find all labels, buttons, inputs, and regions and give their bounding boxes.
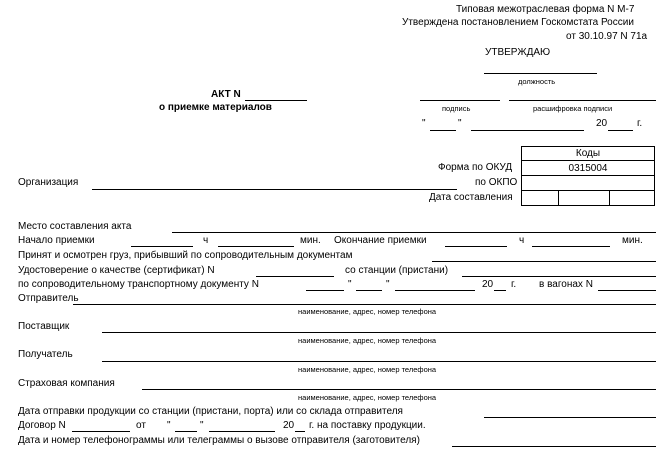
accepted-label: Принят и осмотрен груз, прибывший по сопроводительным документам <box>18 250 353 261</box>
transport-day-line[interactable] <box>356 290 382 291</box>
contract-month-line[interactable] <box>209 431 275 432</box>
act-title: АКТ N <box>211 89 241 100</box>
insurance-label: Страховая компания <box>18 378 115 389</box>
contract-from-label: от <box>136 420 146 431</box>
okud-code: 0315004 <box>521 160 655 176</box>
act-number-line[interactable] <box>245 100 307 101</box>
form-number-line: Типовая межотраслевая форма N М-7 <box>456 4 635 15</box>
receiver-caption: наименование, адрес, номер телефона <box>298 365 437 374</box>
contract-quote-open: " <box>167 420 171 431</box>
transport-doc-number-line[interactable] <box>306 290 344 291</box>
station-line[interactable] <box>462 276 656 277</box>
sender-label: Отправитель <box>18 293 79 304</box>
supplier-caption: наименование, адрес, номер телефона <box>298 336 437 345</box>
position-line[interactable] <box>484 73 597 74</box>
telegram-line[interactable] <box>452 446 656 447</box>
position-caption: должность <box>518 77 556 86</box>
transport-month-line[interactable] <box>395 290 475 291</box>
date-month-cell[interactable] <box>558 190 610 206</box>
act-subtitle: о приемке материалов <box>159 102 272 113</box>
date-day-cell[interactable] <box>521 190 559 206</box>
contract-number-line[interactable] <box>72 431 130 432</box>
accepted-line[interactable] <box>432 261 656 262</box>
start-date-line[interactable] <box>131 246 193 247</box>
end-min-label: мин. <box>622 235 643 246</box>
transport-doc-label: по сопроводительному транспортному документу N <box>18 279 259 290</box>
signature-caption: подпись <box>442 104 471 113</box>
contract-quote-close: " <box>200 420 204 431</box>
okud-label: Форма по ОКУД <box>438 162 513 173</box>
start-min-label: мин. <box>300 235 321 246</box>
approval-date-line: от 30.10.97 N 71а <box>566 31 648 42</box>
sender-caption: наименование, адрес, номер телефона <box>298 307 437 316</box>
end-hour-line[interactable] <box>532 246 610 247</box>
transport-year-suffix: г. <box>511 279 517 290</box>
approve-day-line[interactable] <box>430 130 456 131</box>
telegram-label: Дата и номер телефонограммы или телеграммы о вызове отправителя (заготовителя) <box>18 435 420 446</box>
approve-quote-open: " <box>422 118 426 129</box>
approve-year-prefix: 20 <box>596 118 608 129</box>
organization-line[interactable] <box>92 189 457 190</box>
transport-year-line[interactable] <box>494 290 506 291</box>
contract-year-line[interactable] <box>295 431 305 432</box>
contract-tail: г. на поставку продукции. <box>309 420 426 431</box>
contract-day-line[interactable] <box>175 431 197 432</box>
approve-year-suffix: г. <box>637 118 643 129</box>
end-hour-label: ч <box>519 235 525 246</box>
transport-year-prefix: 20 <box>482 279 494 290</box>
signature-line[interactable] <box>420 100 500 101</box>
okpo-code-cell[interactable] <box>521 175 655 191</box>
okpo-label: по ОКПО <box>475 177 518 188</box>
dispatch-label: Дата отправки продукции со станции (пристани, порта) или со склада отправителя <box>18 406 403 417</box>
sender-line[interactable] <box>73 304 656 305</box>
date-compiled-label: Дата составления <box>429 192 513 203</box>
dispatch-line[interactable] <box>484 417 656 418</box>
approve-label: УТВЕРЖДАЮ <box>485 47 551 58</box>
organization-label: Организация <box>18 177 79 188</box>
approved-line: Утверждена постановлением Госкомстата России <box>402 17 634 28</box>
contract-label: Договор N <box>18 420 66 431</box>
place-label: Место составления акта <box>18 221 132 232</box>
receiver-label: Получатель <box>18 349 73 360</box>
start-label: Начало приемки <box>18 235 95 246</box>
approve-month-line[interactable] <box>471 130 584 131</box>
signature-decode-line[interactable] <box>509 100 656 101</box>
start-hour-line[interactable] <box>218 246 294 247</box>
certificate-label: Удостоверение о качестве (сертификат) N <box>18 265 215 276</box>
end-label: Окончание приемки <box>334 235 427 246</box>
approve-year-line[interactable] <box>608 130 633 131</box>
approve-quote-close: " <box>458 118 462 129</box>
signature-decode-caption: расшифровка подписи <box>533 104 613 113</box>
wagons-line[interactable] <box>598 290 656 291</box>
transport-quote-close: " <box>386 279 390 290</box>
supplier-label: Поставщик <box>18 321 70 332</box>
insurance-line[interactable] <box>142 389 656 390</box>
station-label: со станции (пристани) <box>345 265 449 276</box>
supplier-line[interactable] <box>102 332 656 333</box>
end-date-line[interactable] <box>445 246 507 247</box>
receiver-line[interactable] <box>102 361 656 362</box>
codes-header: Коды <box>521 146 655 161</box>
contract-year-prefix: 20 <box>283 420 295 431</box>
start-hour-label: ч <box>203 235 209 246</box>
wagons-label: в вагонах N <box>539 279 593 290</box>
date-year-cell[interactable] <box>609 190 655 206</box>
place-line[interactable] <box>172 232 656 233</box>
transport-quote-open: " <box>348 279 352 290</box>
certificate-line[interactable] <box>256 276 334 277</box>
insurance-caption: наименование, адрес, номер телефона <box>298 393 437 402</box>
